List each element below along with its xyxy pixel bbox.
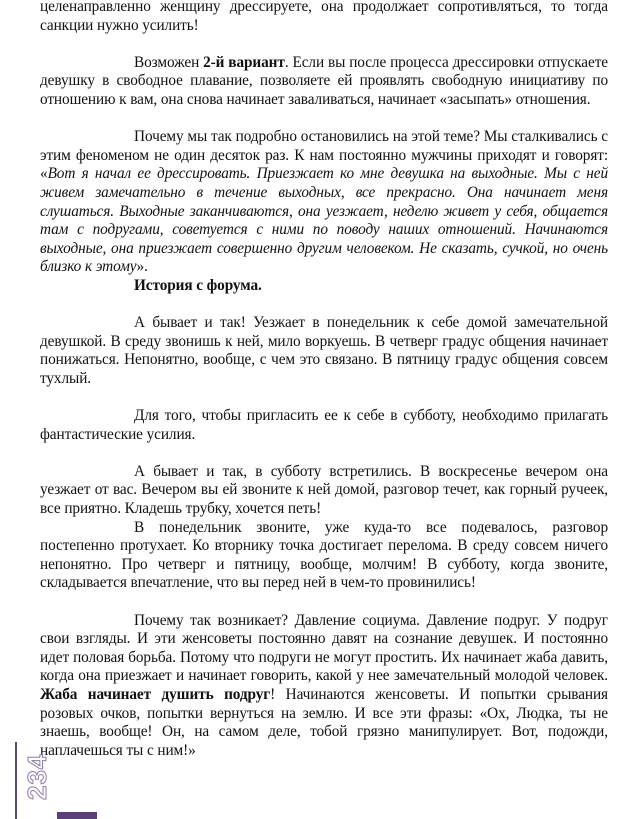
paragraph-phenomenon [40,128,608,277]
paragraph-variant-2 [40,54,608,110]
variant-2-rest: . Если вы после процесса дрессировки отпускаете девушку в свободное плавание, позволяете ей проявлять свободную инициативу по отношению к вам, она снова начинает заваливаться, начинает «засыпать» отношения. [40,53,608,108]
society-bold: Жаба начинает душить подруг [40,685,271,703]
paragraph-weekend: А бывает и так, в субботу встретились. В воскресенье вечером она уезжает от вас. Вечером вы ей звоните к ней домой, разговор течет, как горный ручеек, все приятно. Кладешь трубку, хочется петь! [40,462,608,518]
paragraph-monday-call: В понедельник звоните, уже куда-то все подевалось, разговор постепенно протухает. Ко вторнику точка достигает перелома. В среду совсем ничего непонятно. Про четверг и пятницу, вообще, молчим! В субботу, когда звоните, складывается впечатление, что вы перед ней в чем-то провинились! [40,518,608,592]
phenomenon-close: ». [136,258,148,276]
section-heading: История с форума. [134,276,262,294]
page-number: 234 [22,753,52,800]
paragraph-monday: А бывает и так! Уезжает в понедельник к себе домой замечательной девушкой. В среду звонишь к ней, мило воркуешь. В четверг градус общения начинает понижаться. Непонятно, вообще, с чем это связано. В пятницу градус общения совсем тухлый. [40,314,608,387]
paragraph-continuation: целенаправленно женщину дрессируете, она продолжает сопротивляться, то тогда санкции нужно усилить! [40,0,608,34]
paragraph-saturday-invite: Для того, чтобы пригласить ее к себе в субботу, необходимо прилагать фантастические усилия. [40,407,608,443]
variant-2-bold: 2-й вариант [203,53,285,71]
paragraph-society [40,612,608,761]
phenomenon-lead: Почему мы так подробно остановились на этой теме? Мы сталкивались с этим феноменом не один десяток раз. К нам постоянно мужчины приходят и говорят: « [40,128,608,183]
body-text [40,0,608,760]
variant-2-lead: Возможен [134,53,204,71]
society-lead: Почему так возникает? Давление социума. Давление подруг. У подруг свои взгляды. И эти женсоветы постоянно давят на сознание девушек. И постоянно идет половая борьба. Потому что подруги не могут простить. Их начинает жаба давить, когда она приезжает и начинает говорить, какой у нее замечательный молодой человек. [40,611,608,685]
footer-accent-bar [57,812,97,819]
phenomenon-quote: Вот я начал ее дрессировать. Приезжает ко мне девушка на выходные. Мы с ней живем замечательно в течение выходных, все прекрасно. Она начинает меня слушаться. Выходные заканчиваются, она уезжает, неделю живет у себя, общается там с подругами, советуется с ними по поводу наших отношений. Начинаются выходные, она приезжает совершенно другим человеком. Не сказать, сучкой, но очень близко к этому [40,165,608,276]
society-rest: ! Начинаются женсоветы. И попытки срывания розовых очков, попытки вернуться на землю. И все эти фразы: «Ох, Людка, ты не знаешь, вообще! Он, на самом деле, тобой грязно манипулирует. Вот, подожди, наплачешься ты с ним!» [40,685,608,759]
margin-rule [15,742,17,819]
